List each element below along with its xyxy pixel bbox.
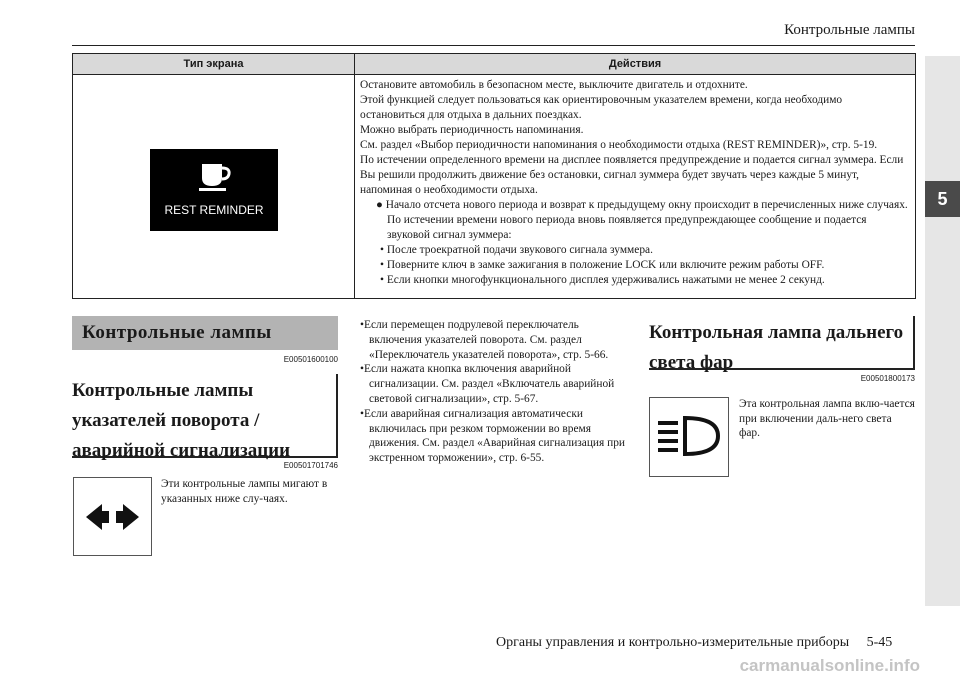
paragraph: Можно выбрать периодичность напоминания. [360, 124, 584, 136]
subsection-code: E00501701746 [283, 461, 338, 470]
header-title: Контрольные лампы [784, 22, 915, 38]
chapter-number: 5 [925, 181, 960, 217]
high-beam-text: Эта контрольная лампа вклю-чается при включении даль-него света фар. [739, 398, 915, 439]
high-beam-code: E00501800173 [860, 374, 915, 383]
high-beam-indicator-box [649, 397, 729, 477]
subbullet-item: • Поверните ключ в замке зажигания в положение LOCK или включите режим работы OFF. [380, 259, 825, 271]
rest-reminder-label: REST REMINDER [164, 203, 264, 217]
table-header-actions: Действия [355, 54, 916, 75]
table-header-screen-type: Тип экрана [73, 54, 355, 75]
side-tab [925, 56, 960, 606]
paragraph: По истечении определенного времени на дисплее появляется предупреждение и подается сигнал зуммера. Если Вы решили продолжить движение без остановки, сигнал зуммера будет звучать через каждые 5 минут, напоминая о необходимости отдыха. [360, 154, 904, 196]
actions-cell [355, 75, 916, 299]
subsection-heading: Контрольные лампы указателей поворота / аварийной сигнализации [72, 374, 338, 458]
high-beam-icon [650, 398, 728, 476]
turn-signal-conditions [359, 318, 631, 466]
coffee-cup-icon [198, 162, 232, 192]
section-code: E00501600100 [283, 355, 338, 364]
paragraph: Остановите автомобиль в безопасном месте, выключите двигатель и отдохните. [360, 79, 748, 91]
header-divider [72, 45, 915, 46]
condition-item: •Если перемещен подрулевой переключатель включения указателей поворота. См. раздел «Переключатель указателей поворота», стр. 5-66. [360, 319, 609, 361]
page-footer: Органы управления и контрольно-измерительные приборы 5-45 [496, 635, 893, 650]
turn-signal-text: Эти контрольные лампы мигают в указанных ниже слу-чаях. [161, 478, 328, 505]
screen-type-cell [73, 75, 355, 299]
turn-signal-indicator-box [73, 477, 152, 556]
section-heading: Контрольные лампы [72, 316, 338, 350]
condition-item: •Если нажата кнопка включения аварийной сигнализации. См. раздел «Включатель аварийной световой сигнализации», стр. 5-67. [360, 363, 615, 405]
watermark: carmanualsonline.info [739, 656, 920, 675]
paragraph: Этой функцией следует пользоваться как ориентировочным указателем времени, когда необходимо остановиться для отдыха в дальних поездках. [360, 94, 843, 121]
subbullet-item: • После троекратной подачи звукового сигнала зуммера. [380, 244, 653, 256]
paragraph: См. раздел «Выбор периодичности напоминания о необходимости отдыха (REST REMINDER)», стр. 5-19. [360, 139, 878, 151]
condition-item: •Если аварийная сигнализация автоматически включилась при резком торможении во время движения. См. раздел «Аварийная сигнализация при экстренном торможении», стр. 6-55. [360, 407, 626, 465]
rest-reminder-display [150, 149, 278, 231]
actions-table [72, 53, 916, 299]
high-beam-heading: Контрольная лампа дальнего света фар [649, 316, 915, 370]
subbullet-item: • Если кнопки многофункционального дисплея удерживались нажатыми не менее 2 секунд. [380, 274, 825, 286]
bullet-text: Начало отсчета нового периода и возврат к предыдущему окну происходит в перечисленных ниже случаях. По истечении времени нового периода вновь появляется предупреждающее сообщение и подается звуковой сигнал зуммера: [385, 199, 908, 241]
bullet-dot-icon: ● [376, 199, 386, 211]
bullet-item [360, 198, 909, 243]
turn-signal-arrows-icon [74, 478, 151, 555]
